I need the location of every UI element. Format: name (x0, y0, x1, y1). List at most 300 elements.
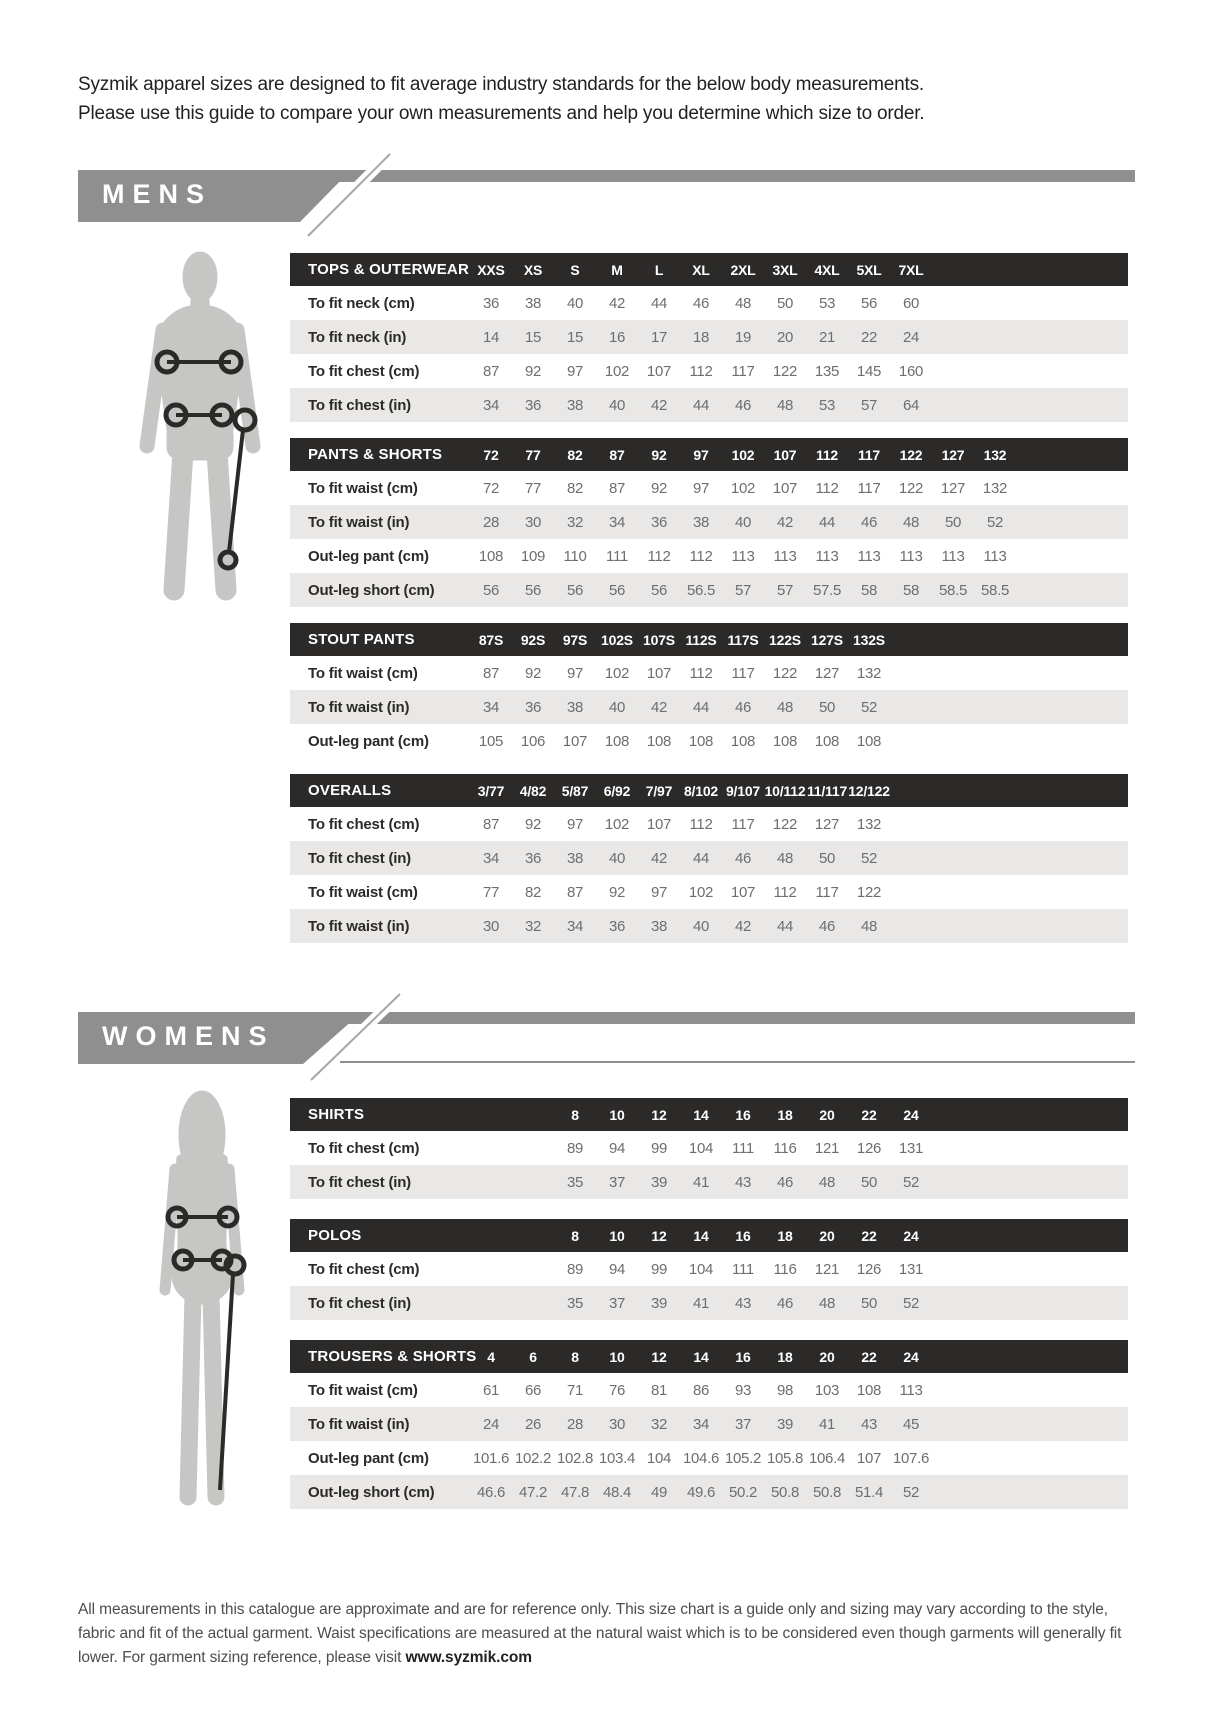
value-cell: 30 (608, 1415, 626, 1433)
value-cell: 44 (650, 294, 668, 312)
table-row (290, 1373, 1128, 1407)
size-column-header: 14 (693, 1106, 709, 1123)
value-cell: 110 (563, 547, 587, 565)
table-title: STOUT PANTS (308, 631, 415, 648)
value-cell: 113 (899, 1381, 923, 1399)
value-cell: 19 (734, 328, 752, 346)
size-column-header: L (654, 261, 664, 278)
value-cell: 121 (814, 1139, 840, 1157)
value-cell: 112 (647, 547, 671, 565)
value-cell: 92 (650, 479, 668, 497)
value-cell: 97 (566, 815, 584, 833)
table-row (290, 1475, 1128, 1509)
size-column-header: 12 (651, 1106, 667, 1123)
size-column-header: 9/107 (725, 782, 761, 799)
size-column-header: 14 (693, 1348, 709, 1365)
size-column-header: 5XL (856, 261, 882, 278)
value-cell: 108 (814, 732, 840, 750)
mens-figure (112, 250, 287, 610)
size-column-header: 12 (651, 1348, 667, 1365)
size-column-header: 127S (811, 631, 843, 648)
value-cell: 113 (983, 547, 1007, 565)
footer-note (78, 1598, 1140, 1670)
table-row (290, 505, 1128, 539)
value-cell: 112 (773, 883, 797, 901)
value-cell: 52 (860, 849, 878, 867)
value-cell: 58.5 (981, 581, 1009, 599)
size-column-header: 4 (487, 1348, 495, 1365)
size-column-header: 107S (643, 631, 675, 648)
value-cell: 48 (776, 849, 794, 867)
womens-silhouette (130, 1085, 280, 1515)
row-label: To fit waist (cm) (308, 664, 418, 682)
value-cell: 113 (857, 547, 881, 565)
value-cell: 92 (608, 883, 626, 901)
intro-text (78, 70, 1088, 128)
value-cell: 107 (730, 883, 756, 901)
value-cell: 52 (902, 1294, 920, 1312)
value-cell: 58 (860, 581, 878, 599)
value-cell: 34 (482, 849, 500, 867)
value-cell: 76 (608, 1381, 626, 1399)
size-column-header: 12/122 (848, 782, 890, 799)
row-label: To fit chest (in) (308, 1294, 411, 1312)
value-cell: 56 (608, 581, 626, 599)
size-column-header: 72 (483, 446, 499, 463)
size-column-header: 20 (819, 1227, 835, 1244)
size-column-header: 4XL (814, 261, 840, 278)
value-cell: 66 (524, 1381, 542, 1399)
value-cell: 132 (982, 479, 1008, 497)
size-table-trousers-shorts (290, 1340, 1128, 1509)
table-row (290, 573, 1128, 607)
row-label: To fit waist (in) (308, 698, 410, 716)
value-cell: 101.6 (472, 1449, 510, 1467)
value-cell: 108 (688, 732, 714, 750)
table-row (290, 1407, 1128, 1441)
value-cell: 113 (773, 547, 797, 565)
size-column-header: XXS (477, 261, 505, 278)
table-title: TROUSERS & SHORTS (308, 1348, 477, 1365)
value-cell: 121 (814, 1260, 840, 1278)
value-cell: 43 (734, 1173, 752, 1191)
table-row (290, 909, 1128, 943)
value-cell: 41 (692, 1173, 710, 1191)
value-cell: 104 (646, 1449, 672, 1467)
value-cell: 97 (566, 664, 584, 682)
size-column-header: 87S (478, 631, 504, 648)
table-row (290, 539, 1128, 573)
value-cell: 41 (818, 1415, 836, 1433)
value-cell: 122 (772, 362, 798, 380)
value-cell: 48.4 (603, 1483, 631, 1501)
value-cell: 112 (689, 362, 713, 380)
value-cell: 36 (524, 849, 542, 867)
value-cell: 50 (944, 513, 962, 531)
value-cell: 58.5 (939, 581, 967, 599)
table-row (290, 1165, 1128, 1199)
value-cell: 82 (566, 479, 584, 497)
row-label: To fit neck (in) (308, 328, 407, 346)
size-column-header: 2XL (730, 261, 756, 278)
value-cell: 57 (734, 581, 752, 599)
value-cell: 30 (524, 513, 542, 531)
value-cell: 44 (818, 513, 836, 531)
value-cell: 82 (524, 883, 542, 901)
value-cell: 48 (902, 513, 920, 531)
row-label: To fit waist (in) (308, 1415, 410, 1433)
value-cell: 52 (902, 1483, 920, 1501)
size-column-header: 22 (861, 1227, 877, 1244)
value-cell: 36 (524, 698, 542, 716)
size-column-header: 92S (520, 631, 546, 648)
value-cell: 103.4 (598, 1449, 636, 1467)
size-table-pants-shorts (290, 438, 1128, 607)
table-row (290, 875, 1128, 909)
value-cell: 52 (860, 698, 878, 716)
value-cell: 71 (566, 1381, 584, 1399)
size-table-shirts (290, 1098, 1128, 1199)
value-cell: 89 (566, 1139, 584, 1157)
value-cell: 112 (689, 547, 713, 565)
table-row (290, 841, 1128, 875)
size-column-header: 16 (735, 1227, 751, 1244)
value-cell: 111 (606, 547, 628, 565)
value-cell: 44 (692, 849, 710, 867)
table-header-row (290, 253, 1128, 286)
value-cell: 24 (482, 1415, 500, 1433)
size-column-header: 16 (735, 1106, 751, 1123)
value-cell: 105.2 (724, 1449, 762, 1467)
mens-banner (78, 170, 1135, 222)
value-cell: 109 (520, 547, 546, 565)
table-header-row (290, 774, 1128, 807)
value-cell: 40 (734, 513, 752, 531)
value-cell: 53 (818, 294, 836, 312)
value-cell: 42 (608, 294, 626, 312)
value-cell: 46 (734, 849, 752, 867)
value-cell: 103 (814, 1381, 840, 1399)
value-cell: 87 (482, 664, 500, 682)
value-cell: 48 (776, 698, 794, 716)
value-cell: 127 (814, 815, 840, 833)
value-cell: 50 (860, 1173, 878, 1191)
womens-tables (290, 1098, 1128, 1529)
value-cell: 38 (566, 396, 584, 414)
table-title: TOPS & OUTERWEAR (308, 261, 469, 278)
value-cell: 117 (731, 815, 755, 833)
row-label: Out-leg short (cm) (308, 581, 435, 599)
size-column-header: 4/82 (519, 782, 547, 799)
value-cell: 51.4 (855, 1483, 883, 1501)
value-cell: 34 (482, 396, 500, 414)
value-cell: 87 (608, 479, 626, 497)
table-header-row (290, 438, 1128, 471)
size-column-header: 10/112 (764, 782, 806, 799)
value-cell: 126 (856, 1139, 882, 1157)
table-row (290, 1131, 1128, 1165)
value-cell: 40 (608, 698, 626, 716)
table-header-row (290, 1219, 1128, 1252)
size-column-header: 7XL (898, 261, 924, 278)
size-column-header: 82 (567, 446, 583, 463)
size-column-header: 107 (773, 446, 797, 463)
value-cell: 17 (650, 328, 668, 346)
womens-banner-title: WOMENS (102, 1021, 275, 1051)
value-cell: 104 (688, 1260, 714, 1278)
value-cell: 40 (608, 849, 626, 867)
value-cell: 44 (692, 396, 710, 414)
size-column-header: XS (523, 261, 543, 278)
value-cell: 48 (734, 294, 752, 312)
size-column-header: 22 (861, 1106, 877, 1123)
value-cell: 108 (856, 1381, 882, 1399)
size-column-header: 132 (983, 446, 1007, 463)
value-cell: 116 (773, 1139, 797, 1157)
value-cell: 35 (566, 1173, 584, 1191)
value-cell: 56 (524, 581, 542, 599)
size-column-header: 20 (819, 1106, 835, 1123)
size-column-header: 97S (562, 631, 588, 648)
value-cell: 36 (482, 294, 500, 312)
value-cell: 57 (776, 581, 794, 599)
value-cell: 102 (604, 362, 630, 380)
value-cell: 122 (772, 664, 798, 682)
size-column-header: 11/117 (806, 782, 848, 799)
value-cell: 97 (692, 479, 710, 497)
mens-banner-title: MENS (102, 179, 213, 209)
table-row (290, 1252, 1128, 1286)
value-cell: 15 (524, 328, 542, 346)
table-row (290, 807, 1128, 841)
table-row (290, 354, 1128, 388)
value-cell: 94 (608, 1260, 626, 1278)
value-cell: 107 (646, 362, 672, 380)
value-cell: 92 (524, 815, 542, 833)
value-cell: 52 (902, 1173, 920, 1191)
row-label: To fit chest (in) (308, 849, 411, 867)
table-row (290, 286, 1128, 320)
size-column-header: 3XL (772, 261, 798, 278)
value-cell: 49 (650, 1483, 668, 1501)
value-cell: 86 (692, 1381, 710, 1399)
value-cell: 92 (524, 362, 542, 380)
mens-silhouette (112, 250, 287, 605)
row-label: To fit neck (cm) (308, 294, 415, 312)
value-cell: 37 (608, 1173, 626, 1191)
row-label: Out-leg pant (cm) (308, 1449, 429, 1467)
value-cell: 107 (562, 732, 588, 750)
value-cell: 122 (898, 479, 924, 497)
womens-figure (130, 1085, 280, 1520)
value-cell: 35 (566, 1294, 584, 1312)
table-row (290, 1441, 1128, 1475)
size-column-header: 97 (693, 446, 709, 463)
value-cell: 122 (772, 815, 798, 833)
size-column-header: 6/92 (603, 782, 631, 799)
value-cell: 113 (815, 547, 839, 565)
size-column-header: 3/77 (477, 782, 505, 799)
value-cell: 28 (482, 513, 500, 531)
size-column-header: 10 (609, 1348, 625, 1365)
row-label: To fit waist (cm) (308, 883, 418, 901)
value-cell: 46 (692, 294, 710, 312)
value-cell: 42 (734, 917, 752, 935)
size-column-header: 122 (899, 446, 923, 463)
value-cell: 50.2 (729, 1483, 757, 1501)
value-cell: 37 (608, 1294, 626, 1312)
value-cell: 36 (608, 917, 626, 935)
value-cell: 16 (608, 328, 626, 346)
table-row (290, 690, 1128, 724)
value-cell: 57 (860, 396, 878, 414)
value-cell: 97 (650, 883, 668, 901)
value-cell: 57.5 (813, 581, 841, 599)
value-cell: 46 (818, 917, 836, 935)
intro-line-1: Syzmik apparel sizes are designed to fit average industry standards for the below body measurements. (78, 74, 925, 95)
table-title: OVERALLS (308, 782, 392, 799)
value-cell: 107 (646, 815, 672, 833)
value-cell: 48 (818, 1294, 836, 1312)
row-label: To fit chest (cm) (308, 815, 420, 833)
value-cell: 116 (773, 1260, 797, 1278)
value-cell: 111 (732, 1260, 754, 1278)
footer-text: All measurements in this catalogue are approximate and are for reference only. This size chart is a guide only and sizing may vary according to the style, fabric and fit of the actual garment. Waist specifications are measured at the natural waist which is to be considered even though garments will generally fit lower. For garment sizing reference, please visit (78, 1601, 1122, 1666)
size-column-header: 10 (609, 1106, 625, 1123)
size-column-header: 18 (777, 1348, 793, 1365)
value-cell: 38 (566, 698, 584, 716)
table-header-row (290, 1340, 1128, 1373)
value-cell: 132 (856, 815, 882, 833)
womens-banner (78, 1012, 1135, 1064)
value-cell: 117 (731, 664, 755, 682)
value-cell: 102 (688, 883, 714, 901)
value-cell: 28 (566, 1415, 584, 1433)
value-cell: 77 (482, 883, 500, 901)
value-cell: 135 (814, 362, 840, 380)
value-cell: 102 (730, 479, 756, 497)
value-cell: 48 (776, 396, 794, 414)
size-column-header: M (611, 261, 623, 278)
table-row (290, 656, 1128, 690)
table-title: POLOS (308, 1227, 362, 1244)
size-column-header: 87 (609, 446, 625, 463)
value-cell: 77 (524, 479, 542, 497)
value-cell: 41 (692, 1294, 710, 1312)
size-column-header: 117S (727, 631, 759, 648)
value-cell: 99 (650, 1139, 668, 1157)
value-cell: 46 (860, 513, 878, 531)
footer-website-link: www.syzmik.com (405, 1649, 532, 1666)
value-cell: 43 (860, 1415, 878, 1433)
size-column-header: 132S (853, 631, 885, 648)
value-cell: 117 (731, 362, 755, 380)
size-column-header: 8 (571, 1227, 579, 1244)
value-cell: 108 (730, 732, 756, 750)
value-cell: 32 (524, 917, 542, 935)
table-row (290, 724, 1128, 758)
value-cell: 46.6 (477, 1483, 505, 1501)
value-cell: 127 (814, 664, 840, 682)
value-cell: 56 (860, 294, 878, 312)
value-cell: 93 (734, 1381, 752, 1399)
value-cell: 89 (566, 1260, 584, 1278)
value-cell: 50 (818, 698, 836, 716)
value-cell: 56 (650, 581, 668, 599)
value-cell: 106 (520, 732, 546, 750)
value-cell: 22 (860, 328, 878, 346)
value-cell: 47.2 (519, 1483, 547, 1501)
table-row (290, 1286, 1128, 1320)
value-cell: 117 (857, 479, 881, 497)
row-label: To fit chest (in) (308, 396, 411, 414)
value-cell: 58 (902, 581, 920, 599)
value-cell: 102.8 (556, 1449, 594, 1467)
value-cell: 113 (731, 547, 755, 565)
value-cell: 131 (898, 1260, 924, 1278)
value-cell: 42 (776, 513, 794, 531)
value-cell: 160 (898, 362, 924, 380)
value-cell: 42 (650, 849, 668, 867)
value-cell: 111 (732, 1139, 754, 1157)
value-cell: 56.5 (687, 581, 715, 599)
size-column-header: 112 (816, 446, 838, 463)
value-cell: 113 (899, 547, 923, 565)
value-cell: 39 (776, 1415, 794, 1433)
value-cell: 34 (482, 698, 500, 716)
size-column-header: 24 (903, 1348, 919, 1365)
value-cell: 46 (734, 396, 752, 414)
row-label: To fit waist (in) (308, 917, 410, 935)
value-cell: 97 (566, 362, 584, 380)
size-table-tops-outerwear (290, 253, 1128, 422)
value-cell: 30 (482, 917, 500, 935)
size-table-stout-pants (290, 623, 1128, 758)
value-cell: 40 (566, 294, 584, 312)
mens-tables (290, 253, 1128, 959)
value-cell: 34 (692, 1415, 710, 1433)
value-cell: 47.8 (561, 1483, 589, 1501)
value-cell: 104.6 (682, 1449, 720, 1467)
value-cell: 56 (482, 581, 500, 599)
value-cell: 15 (566, 328, 584, 346)
size-column-header: 22 (861, 1348, 877, 1365)
value-cell: 94 (608, 1139, 626, 1157)
value-cell: 108 (772, 732, 798, 750)
size-column-header: 8/102 (683, 782, 719, 799)
value-cell: 102 (604, 664, 630, 682)
value-cell: 48 (818, 1173, 836, 1191)
value-cell: 50 (860, 1294, 878, 1312)
value-cell: 108 (646, 732, 672, 750)
value-cell: 50 (818, 849, 836, 867)
size-column-header: 127 (941, 446, 965, 463)
size-column-header: S (570, 261, 580, 278)
size-column-header: 12 (651, 1227, 667, 1244)
value-cell: 105.8 (766, 1449, 804, 1467)
size-column-header: 8 (571, 1348, 579, 1365)
value-cell: 145 (856, 362, 882, 380)
value-cell: 52 (986, 513, 1004, 531)
table-row (290, 471, 1128, 505)
value-cell: 60 (902, 294, 920, 312)
value-cell: 46 (776, 1173, 794, 1191)
size-column-header: 92 (651, 446, 667, 463)
value-cell: 72 (482, 479, 500, 497)
size-column-header: XL (692, 261, 710, 278)
value-cell: 18 (692, 328, 710, 346)
value-cell: 46 (776, 1294, 794, 1312)
